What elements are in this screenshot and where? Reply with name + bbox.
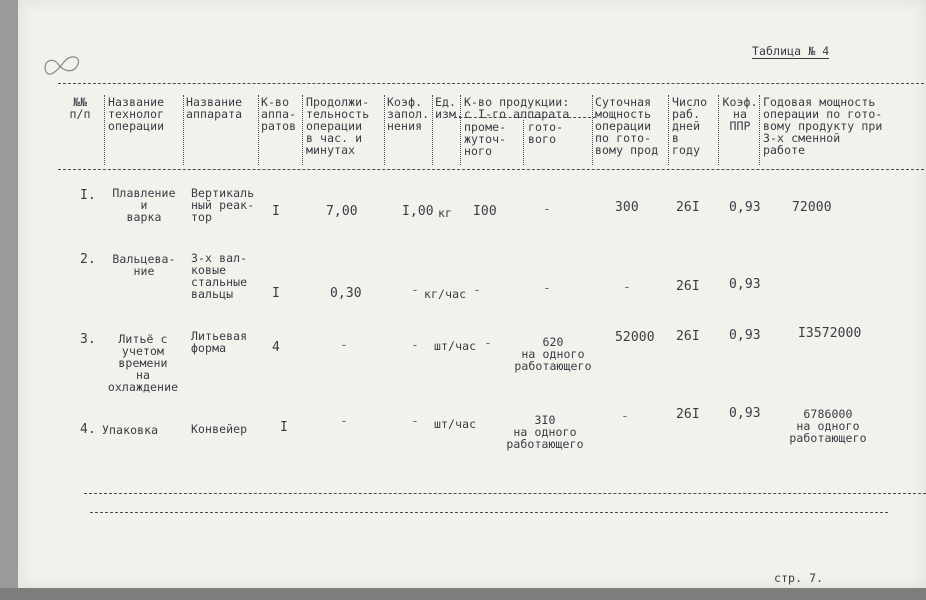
row2-count: I xyxy=(272,286,280,301)
row2-daily-power: - xyxy=(623,280,631,295)
row4-days: 26I xyxy=(676,407,700,422)
row3-annual-power: I3572000 xyxy=(798,326,862,341)
header-unit: Ед. изм. xyxy=(435,95,464,121)
page-number: стр. 7. xyxy=(774,571,824,585)
header-top-rule xyxy=(58,83,924,84)
col-sep xyxy=(523,120,524,165)
row3-unit: шт/час xyxy=(434,339,477,353)
col-sep xyxy=(258,95,259,165)
row4-operation: Упаковка xyxy=(102,423,159,437)
row1-output-intermediate: I00 xyxy=(473,204,497,219)
header-operation: Название технолог операции xyxy=(108,95,165,133)
col-sep xyxy=(302,95,303,165)
row1-days: 26I xyxy=(676,200,700,215)
header-ppr-coef: Коэф. на ППР xyxy=(722,95,758,133)
header-count: К-во аппа- ратов xyxy=(261,95,297,133)
row1-unit: кг xyxy=(438,206,453,220)
row3-apparatus: Литьевая форма xyxy=(191,329,248,355)
header-num: №№ п/п xyxy=(69,95,91,121)
row4-output-final: 3I0 на одного работающего xyxy=(506,413,584,451)
row1-load-coef: I,00 xyxy=(402,204,434,219)
row3-num: 3. xyxy=(80,332,96,347)
row1-operation: Плавление и варка xyxy=(112,186,176,224)
row2-output-final: - xyxy=(543,281,551,296)
col-sep xyxy=(718,95,719,165)
row1-daily-power: 300 xyxy=(615,200,639,215)
row1-annual-power: 72000 xyxy=(792,200,832,215)
col-sep xyxy=(183,95,184,165)
row3-operation: Литьё с учетом времени на охлаждение xyxy=(107,332,179,394)
row4-annual-power: 6786000 на одного работающего xyxy=(789,407,867,445)
row2-unit: кг/час xyxy=(424,287,467,301)
header-duration: Продолжи- тельность операции в час. и минутах xyxy=(306,95,370,157)
row4-load-coef: - xyxy=(411,414,419,429)
table-bottom-rule-2 xyxy=(90,512,888,513)
header-bottom-rule xyxy=(58,169,924,170)
row3-daily-power: 52000 xyxy=(615,330,655,345)
row3-duration: - xyxy=(340,338,348,353)
header-output-group: К-во продукции: с I-го аппарата xyxy=(464,95,570,121)
header-days: Число раб. дней в году xyxy=(672,95,708,157)
col-sep xyxy=(384,95,385,165)
row1-duration: 7,00 xyxy=(326,204,358,219)
row1-num: I. xyxy=(80,188,96,203)
document-page xyxy=(18,0,926,588)
row2-num: 2. xyxy=(80,252,96,267)
row2-days: 26I xyxy=(676,279,700,294)
row2-duration: 0,30 xyxy=(330,286,362,301)
header-annual-power: Годовая мощность операции по гото- вому продукту при 3-х сменной работе xyxy=(763,95,883,157)
row1-count: I xyxy=(272,204,280,219)
header-output-intermediate: проме- жуточ- ного xyxy=(464,120,507,158)
row2-load-coef: - xyxy=(411,283,419,298)
header-daily-power: Суточная мощность операции по гото- вому прод xyxy=(595,95,659,157)
row4-unit: шт/час xyxy=(434,417,477,431)
row3-load-coef: - xyxy=(411,338,419,353)
header-apparatus: Название аппарата xyxy=(186,95,243,121)
table-label: Таблица № 4 xyxy=(752,44,830,58)
row1-output-final: - xyxy=(543,202,551,217)
row3-days: 26I xyxy=(676,329,700,344)
col-sep xyxy=(668,95,669,165)
col-sep xyxy=(104,95,105,165)
underlying-page-edge xyxy=(0,588,926,600)
row4-apparatus: Конвейер xyxy=(191,422,248,436)
pencil-infinity-mark-icon xyxy=(40,48,84,82)
row4-daily-power: - xyxy=(621,409,629,424)
header-output-final: гото- вого xyxy=(528,120,564,146)
row4-ppr-coef: 0,93 xyxy=(729,406,761,421)
row2-operation: Вальцева- ние xyxy=(112,252,176,278)
header-load-coef: Коэф. запол. нения xyxy=(387,95,430,133)
row1-apparatus: Вертикаль ный реак- тор xyxy=(191,186,255,224)
row2-ppr-coef: 0,93 xyxy=(729,277,761,292)
row1-ppr-coef: 0,93 xyxy=(729,200,761,215)
row3-output-final: 620 на одного работающего xyxy=(514,335,592,373)
col-sep xyxy=(592,95,593,165)
row4-count: I xyxy=(280,420,288,435)
row4-num: 4. xyxy=(80,422,96,437)
table-bottom-rule xyxy=(84,493,926,494)
row3-ppr-coef: 0,93 xyxy=(729,328,761,343)
row3-output-intermediate: - xyxy=(484,336,492,351)
col-sep xyxy=(432,95,433,165)
row4-duration: - xyxy=(340,414,348,429)
row3-count: 4 xyxy=(272,340,280,355)
row2-apparatus: 3-х вал- ковые стальные вальцы xyxy=(191,251,248,301)
row2-output-intermediate: - xyxy=(473,283,481,298)
